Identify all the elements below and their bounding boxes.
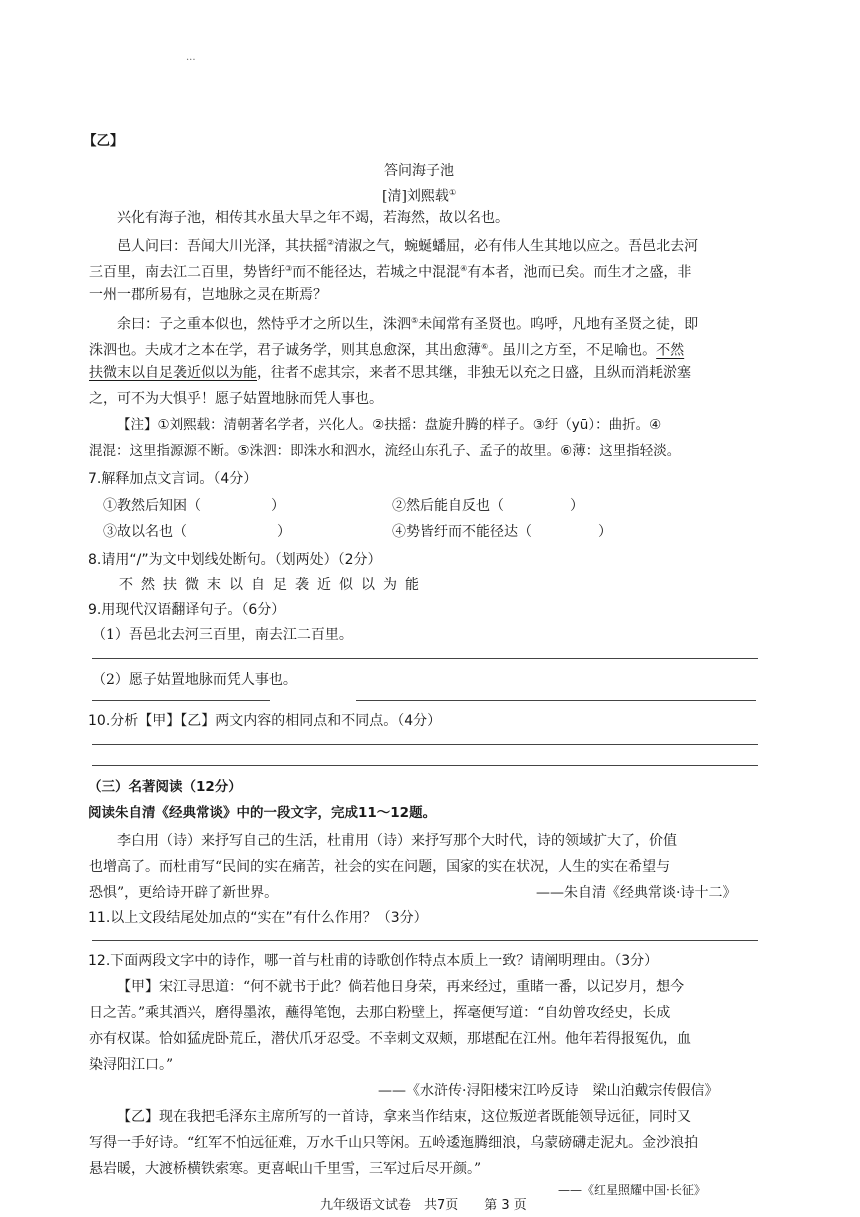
passage-line-5: 余曰：子之重本似也，然恃乎才之所以生，洙泗⑤未闻常有圣贤也。呜呼，凡地有圣贤之徒，即	[117, 316, 699, 333]
q12-yi-source: ——《红星照耀中国·长征》	[558, 1183, 706, 1197]
underlined-text-2: 扶微末以自足袭近似以为能	[89, 365, 257, 381]
passage-line-7: 扶微末以自足袭近似以为能，往者不虑其宗，来者不思其继，非独无以充之日盛，且纵而消耗淤塞	[89, 365, 691, 381]
notes-line-1: 【注】①刘熙载：清朝著名学者，兴化人。②扶摇：盘旋升腾的样子。③纡（yū）：曲折。④	[117, 417, 662, 433]
q7-item-b: ②然后能自反也（ ）	[392, 498, 584, 514]
q12-yi-line-2: 写得一手好诗。“红军不怕远征难，万水千山只等闲。五岭逶迤腾细浪，乌蒙磅礴走泥丸。金沙浪拍	[89, 1135, 699, 1151]
q12-prompt: 12.下面两段文字中的诗作，哪一首与杜甫的诗歌创作特点本质上一致？请阐明理由。（3分）	[88, 953, 659, 969]
answer-line	[92, 744, 758, 745]
passage-line-6: 洙泗也。夫成才之本在学，君子诚务学，则其息愈深，其出愈薄⑥。虽川之方至，不足喻也。不然	[89, 342, 685, 359]
section3-title: （三）名著阅读（12分）	[88, 779, 242, 795]
q9-prompt: 9.用现代汉语翻译句子。（6分）	[88, 602, 286, 618]
q7-item-c: ③故以名也（ ）	[103, 524, 291, 540]
q7-item-d: ④势皆纡而不能径达（ ）	[392, 524, 612, 540]
underlined-text-1: 不然	[656, 342, 685, 359]
section3-paragraph-line-2: 也增高了。而杜甫写“民间的实在痛苦，社会的实在问题，国家的实在状况，人生的实在希望与	[89, 859, 671, 875]
top-marks: ...	[186, 52, 196, 63]
answer-line	[92, 658, 758, 659]
notes-line-2: 混混：这里指源源不断。⑤洙泗：即洙水和泗水，流经山东孔子、孟子的故里。⑥薄：这里指轻淡。	[89, 443, 681, 459]
passage-line-2: 邑人问曰：吾闻大川光泽，其扶摇②清淑之气，蜿蜒蟠屈，必有伟人生其地以应之。吾邑北去河	[117, 238, 699, 255]
q10-prompt: 10.分析【甲】【乙】两文内容的相同点和不同点。（4分）	[88, 713, 442, 729]
q12-jia-source: ——《水浒传·浔阳楼宋江吟反诗 梁山泊戴宗传假信》	[378, 1083, 719, 1099]
poem-author: [清]刘熙载①	[382, 188, 457, 205]
section3-paragraph-line-3: 恐惧”，更给诗开辟了新世界。	[89, 885, 279, 901]
q8-sentence: 不然扶微末以自足袭近似以为能	[119, 577, 427, 593]
poem-title: 答问海子池	[384, 163, 454, 179]
q12-jia-line-3: 亦有权谋。恰如猛虎卧荒丘，潜伏爪牙忍受。不幸刺文双颊，那堪配在江州。他年若得报冤仇，血	[89, 1031, 691, 1047]
section3-paragraph-line-1: 李白用（诗）来抒写自己的生活，杜甫用（诗）来抒写那个大时代，诗的领域扩大了，价值	[117, 833, 677, 849]
q7-prompt: 7.解释加点文言词。（4分）	[88, 471, 258, 487]
q9-sentence-2: （2）愿子姑置地脉而凭人事也。	[92, 672, 297, 688]
q12-jia-line-1: 【甲】宋江寻思道：“何不就书于此？倘若他日身荣，再来经过，重睹一番，以记岁月，想今	[117, 979, 685, 995]
section-label: 【乙】	[83, 133, 124, 149]
q7-item-a: ①教然后知困（ ）	[103, 498, 285, 514]
answer-line	[92, 940, 758, 941]
page-footer: 九年级语文试卷 共7页 第 3 页	[320, 1198, 527, 1213]
q12-jia-line-4: 染浔阳江口。”	[89, 1057, 174, 1073]
passage-line-1: 兴化有海子池，相传其水虽大旱之年不竭，若海然，故以名也。	[117, 210, 509, 226]
q12-yi-line-3: 悬岩暖，大渡桥横铁索寒。更喜岷山千里雪，三军过后尽开颜。”	[89, 1161, 482, 1177]
passage-line-3: 三百里，南去江二百里，势皆纡③而不能径达，若城之中混混④有本者，池而已矣。而生才之盛，非	[89, 264, 692, 281]
section3-source: ——朱自清《经典常谈·诗十二》	[536, 885, 737, 901]
q8-prompt: 8.请用“/”为文中划线处断句。（划两处）（2分）	[88, 552, 382, 568]
q11-prompt: 11.以上文段结尾处加点的“实在”有什么作用？（3分）	[88, 910, 428, 926]
answer-line	[92, 765, 758, 766]
section3-intro: 阅读朱自清《经典常谈》中的一段文字，完成11～12题。	[88, 805, 437, 821]
passage-line-8: 之，可不为大惧乎！愿子姑置地脉而凭人事也。	[89, 391, 383, 407]
q12-yi-line-1: 【乙】现在我把毛泽东主席所写的一首诗，拿来当作结束，这位叛逆者既能领导远征，同时又	[117, 1109, 691, 1125]
answer-line	[92, 700, 270, 701]
passage-line-4: 一州一郡所易有，岂地脉之灵在斯焉？	[89, 287, 327, 303]
answer-line	[356, 700, 756, 701]
q12-jia-line-2: 日之苦。”乘其酒兴，磨得墨浓，蘸得笔饱，去那白粉壁上，挥毫便写道：“自幼曾攻经史，长成	[89, 1005, 671, 1021]
q9-sentence-1: （1）吾邑北去河三百里，南去江二百里。	[92, 627, 353, 643]
